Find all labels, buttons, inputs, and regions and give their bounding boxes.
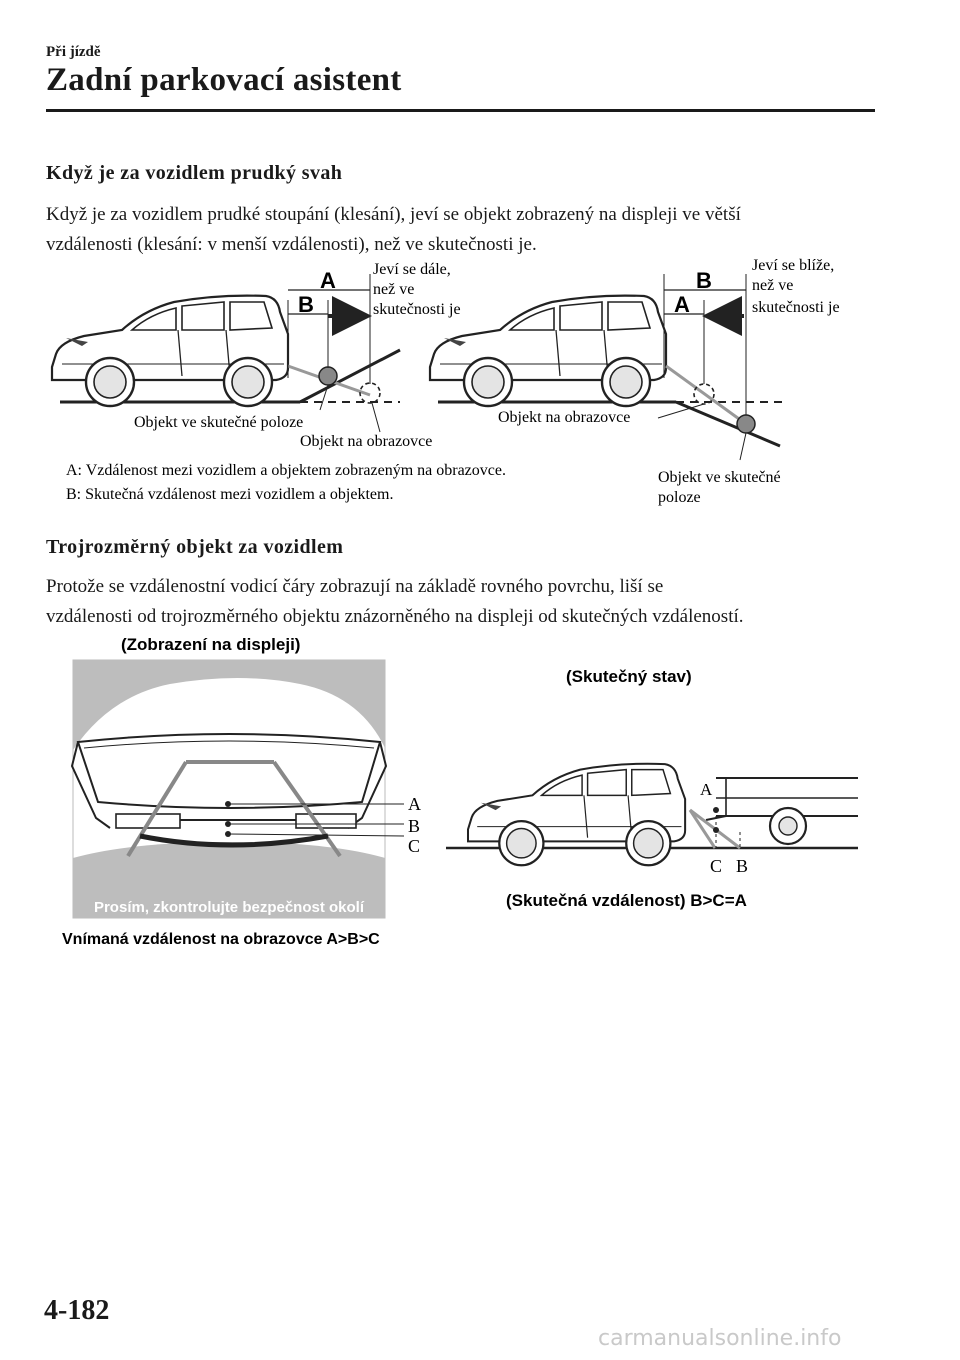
svg-text:B: B (736, 856, 749, 876)
marker-a-left: A (320, 268, 336, 293)
svg-text:Jeví se blíže,: Jeví se blíže, (752, 257, 835, 274)
display-title: (Zobrazení na displeji) (121, 635, 301, 654)
title-divider (46, 109, 875, 112)
svg-text:A: A (700, 780, 713, 799)
legend-b: B: Skutečná vzdálenost mezi vozidlem a objektem. (66, 486, 394, 503)
svg-text:Jeví se dále,: Jeví se dále, (373, 261, 451, 278)
3d-diagram (0, 630, 960, 960)
3d-heading: Trojrozměrný objekt za vozidlem (46, 536, 344, 558)
legend-a: A: Vzdálenost mezi vozidlem a objektem zobrazeným na obrazovce. (66, 462, 506, 479)
svg-text:Objekt ve skutečné poloze: Objekt ve skutečné poloze (134, 414, 304, 431)
slope-diagram (0, 250, 960, 520)
svg-text:A: A (674, 292, 690, 317)
svg-text:B: B (408, 816, 421, 836)
display-warning: Prosím, zkontrolujte bezpečnost okolí (93, 899, 365, 916)
actual-object-icon (319, 367, 337, 385)
svg-text:Objekt na obrazovce: Objekt na obrazovce (498, 409, 631, 426)
slope-heading: Když je za vozidlem prudký svah (46, 162, 343, 184)
svg-text:C: C (710, 856, 723, 876)
actual-title: (Skutečný stav) (566, 667, 692, 686)
svg-text:než ve: než ve (752, 277, 794, 294)
camera-display (72, 660, 386, 918)
marker-b-left: B (298, 292, 314, 317)
car-icon-small (468, 764, 685, 866)
trailer-icon (706, 778, 858, 844)
svg-text:Objekt na obrazovce: Objekt na obrazovce (300, 433, 433, 450)
perceived-caption: Vnímaná vzdálenost na obrazovce A>B>C (62, 931, 380, 948)
car-icon (52, 296, 288, 406)
section-label: Při jízdě (46, 44, 101, 60)
3d-paragraph: Protože se vzdálenostní vodicí čáry zobrazují na základě rovného povrchu, liší se vzdálenosti od trojrozměrného objektu znázorněného na displeji od skutečných vzdáleností. (46, 576, 744, 627)
watermark: carmanualsonline.info (598, 1326, 842, 1351)
svg-text:skutečnosti je: skutečnosti je (752, 299, 840, 316)
svg-text:B: B (696, 268, 712, 293)
svg-text:Objekt ve skutečné: Objekt ve skutečné (658, 469, 781, 486)
actual-caption: (Skutečná vzdálenost) B>C=A (506, 891, 747, 910)
svg-text:poloze: poloze (658, 489, 701, 506)
page-number: 4-182 (44, 1295, 110, 1326)
svg-text:A: A (408, 794, 421, 814)
page-title: Zadní parkovací asistent (46, 62, 402, 98)
svg-text:než ve: než ve (373, 281, 415, 298)
slope-paragraph: Když je za vozidlem prudké stoupání (klesání), jeví se objekt zobrazený na displeji ve větší vzdálenosti (klesání: v menší vzdálenosti), než ve skutečnosti je. (46, 204, 741, 255)
svg-text:C: C (408, 836, 421, 856)
svg-text:skutečnosti je: skutečnosti je (373, 301, 461, 318)
